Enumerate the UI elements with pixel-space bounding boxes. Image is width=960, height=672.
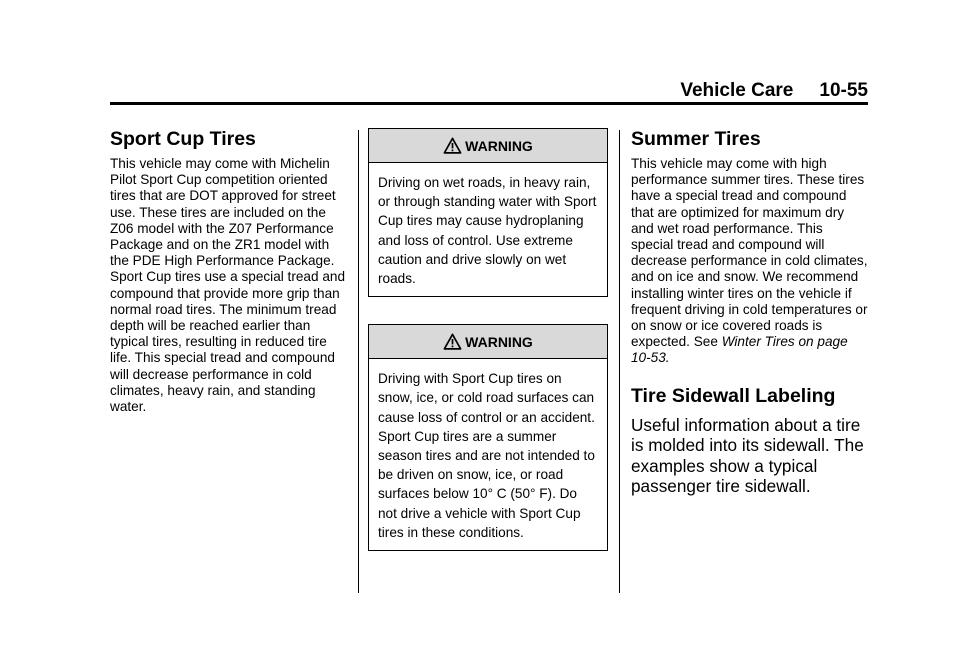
column-sport-cup xyxy=(110,128,350,415)
header-rule xyxy=(110,102,868,105)
warning-triangle-icon xyxy=(443,137,462,154)
summer-tires-heading: Summer Tires xyxy=(631,128,761,150)
column-summer-sidewall xyxy=(631,128,868,497)
warning-text: Driving with Sport Cup tires on snow, ice, or cold road surfaces can cause loss of control or an accident. Sport Cup tires are a summer season tires and are not intended to be driven on snow, ice, or road surfaces below 10° C (50° F). Do not drive a vehicle with Sport Cup tires in these conditions. xyxy=(378,371,595,540)
warning-text: Driving on wet roads, in heavy rain, or through standing water with Sport Cup tires may cause hydroplaning and loss of control. Use extreme caution and drive slowly on wet roads. xyxy=(378,175,597,287)
summer-tires-text: This vehicle may come with high performance summer tires. These tires have a special tread and compound that are optimized for maximum dry and wet road performance. This special tread and compound will decrease performance in cold climates, and on ice and snow. We recommend installing winter tires on the vehicle if frequent driving in cold temperatures or on snow or ice covered roads is expected. See xyxy=(631,156,868,350)
warning-box xyxy=(368,128,608,297)
sidewall-heading: Tire Sidewall Labeling xyxy=(631,384,836,407)
summer-tires-body xyxy=(631,156,868,367)
warning-label: WARNING xyxy=(465,333,533,350)
warning-header xyxy=(369,129,607,163)
column-divider xyxy=(619,130,620,593)
section-title: Vehicle Care xyxy=(680,80,794,101)
warning-box xyxy=(368,324,608,551)
sport-cup-body: This vehicle may come with Michelin Pilot Sport Cup competition oriented tires that are DOT approved for street use. These tires are included on the Z06 model with the Z07 Performance Package and on the ZR1 model with the PDE High Performance Package. Sport Cup tires use a special tread and compound that provide more grip than normal road tires. The minimum tread depth will be reached earlier than typical tires, resulting in reduced tire life. This special tread and compound will decrease performance in cold climates, heavy rain, and standing water. xyxy=(110,156,346,415)
column-warnings xyxy=(368,128,608,551)
page-header xyxy=(110,80,868,100)
warning-label: WARNING xyxy=(465,137,533,154)
sidewall-body: Useful information about a tire is molded into its sidewall. The examples show a typical passenger tire sidewall. xyxy=(631,414,864,497)
column-divider xyxy=(358,130,359,593)
sport-cup-heading: Sport Cup Tires xyxy=(110,128,256,150)
page-number: 10-55 xyxy=(819,80,868,101)
warning-header xyxy=(369,325,607,359)
warning-triangle-icon xyxy=(443,333,462,350)
winter-tires-reference-link[interactable]: Winter Tires on page 10-53. xyxy=(631,334,848,366)
